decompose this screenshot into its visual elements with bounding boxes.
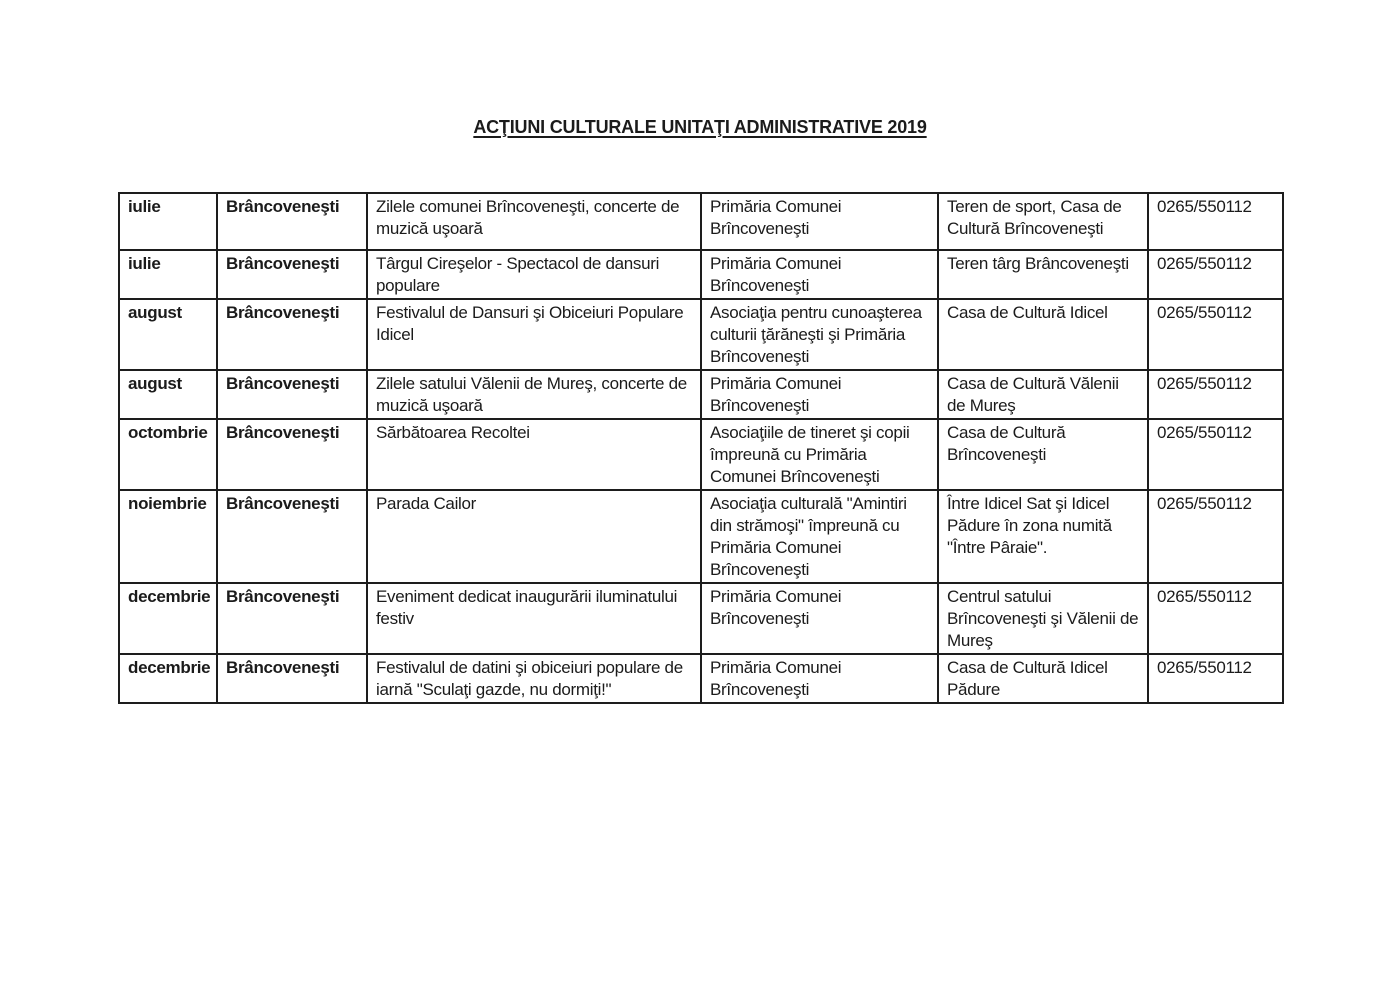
organizer-cell: Primăria Comunei Brîncoveneşti [701,583,938,654]
unit-cell: Brâncoveneşti [217,490,367,583]
organizer-cell: Primăria Comunei Brîncoveneşti [701,654,938,703]
event-cell: Sărbătoarea Recoltei [367,419,701,490]
event-cell: Eveniment dedicat inaugurării iluminatului festiv [367,583,701,654]
month-cell: august [119,370,217,419]
table-row [119,250,1283,299]
unit-cell: Brâncoveneşti [217,193,367,250]
table-row [119,299,1283,370]
event-cell: Parada Cailor [367,490,701,583]
phone-cell: 0265/550112 [1148,250,1283,299]
phone-cell: 0265/550112 [1148,299,1283,370]
organizer-cell: Primăria Comunei Brîncoveneşti [701,250,938,299]
unit-cell: Brâncoveneşti [217,654,367,703]
month-cell: decembrie [119,583,217,654]
organizer-cell: Asociaţia pentru cunoaşterea culturii ţărăneşti şi Primăria Brîncoveneşti [701,299,938,370]
organizer-cell: Primăria Comunei Brîncoveneşti [701,193,938,250]
table-row [119,419,1283,490]
page-title: ACŢIUNI CULTURALE UNITAŢI ADMINISTRATIVE 2019 [473,117,927,137]
phone-cell: 0265/550112 [1148,419,1283,490]
month-cell: iulie [119,250,217,299]
location-cell: Casa de Cultură Vălenii de Mureş [938,370,1148,419]
month-cell: iulie [119,193,217,250]
phone-cell: 0265/550112 [1148,654,1283,703]
unit-cell: Brâncoveneşti [217,299,367,370]
month-cell: decembrie [119,654,217,703]
table-row [119,654,1283,703]
location-cell: Casa de Cultură Idicel Pădure [938,654,1148,703]
location-cell: Teren de sport, Casa de Cultură Brîncoveneşti [938,193,1148,250]
event-cell: Zilele comunei Brîncoveneşti, concerte de muzică uşoară [367,193,701,250]
event-cell: Festivalul de Dansuri şi Obiceiuri Populare Idicel [367,299,701,370]
location-cell: Teren târg Brâncoveneşti [938,250,1148,299]
table-row [119,193,1283,250]
event-cell: Târgul Cireşelor - Spectacol de dansuri populare [367,250,701,299]
event-cell: Zilele satului Vălenii de Mureş, concerte de muzică uşoară [367,370,701,419]
month-cell: noiembrie [119,490,217,583]
phone-cell: 0265/550112 [1148,490,1283,583]
location-cell: Casa de Cultură Idicel [938,299,1148,370]
event-cell: Festivalul de datini şi obiceiuri populare de iarnă "Sculaţi gazde, nu dormiţi!" [367,654,701,703]
unit-cell: Brâncoveneşti [217,419,367,490]
phone-cell: 0265/550112 [1148,193,1283,250]
month-cell: octombrie [119,419,217,490]
phone-cell: 0265/550112 [1148,583,1283,654]
organizer-cell: Primăria Comunei Brîncoveneşti [701,370,938,419]
unit-cell: Brâncoveneşti [217,370,367,419]
table-row [119,370,1283,419]
table-row [119,583,1283,654]
month-cell: august [119,299,217,370]
location-cell: Casa de Cultură Brîncoveneşti [938,419,1148,490]
unit-cell: Brâncoveneşti [217,583,367,654]
organizer-cell: Asociaţia culturală "Amintiri din strămoşi" împreună cu Primăria Comunei Brîncoveneşti [701,490,938,583]
events-table [118,192,1284,704]
unit-cell: Brâncoveneşti [217,250,367,299]
location-cell: Centrul satului Brîncoveneşti şi Vălenii de Mureş [938,583,1148,654]
phone-cell: 0265/550112 [1148,370,1283,419]
table-row [119,490,1283,583]
location-cell: Între Idicel Sat şi Idicel Pădure în zona numită "Între Pâraie". [938,490,1148,583]
organizer-cell: Asociaţiile de tineret şi copii împreună cu Primăria Comunei Brîncoveneşti [701,419,938,490]
